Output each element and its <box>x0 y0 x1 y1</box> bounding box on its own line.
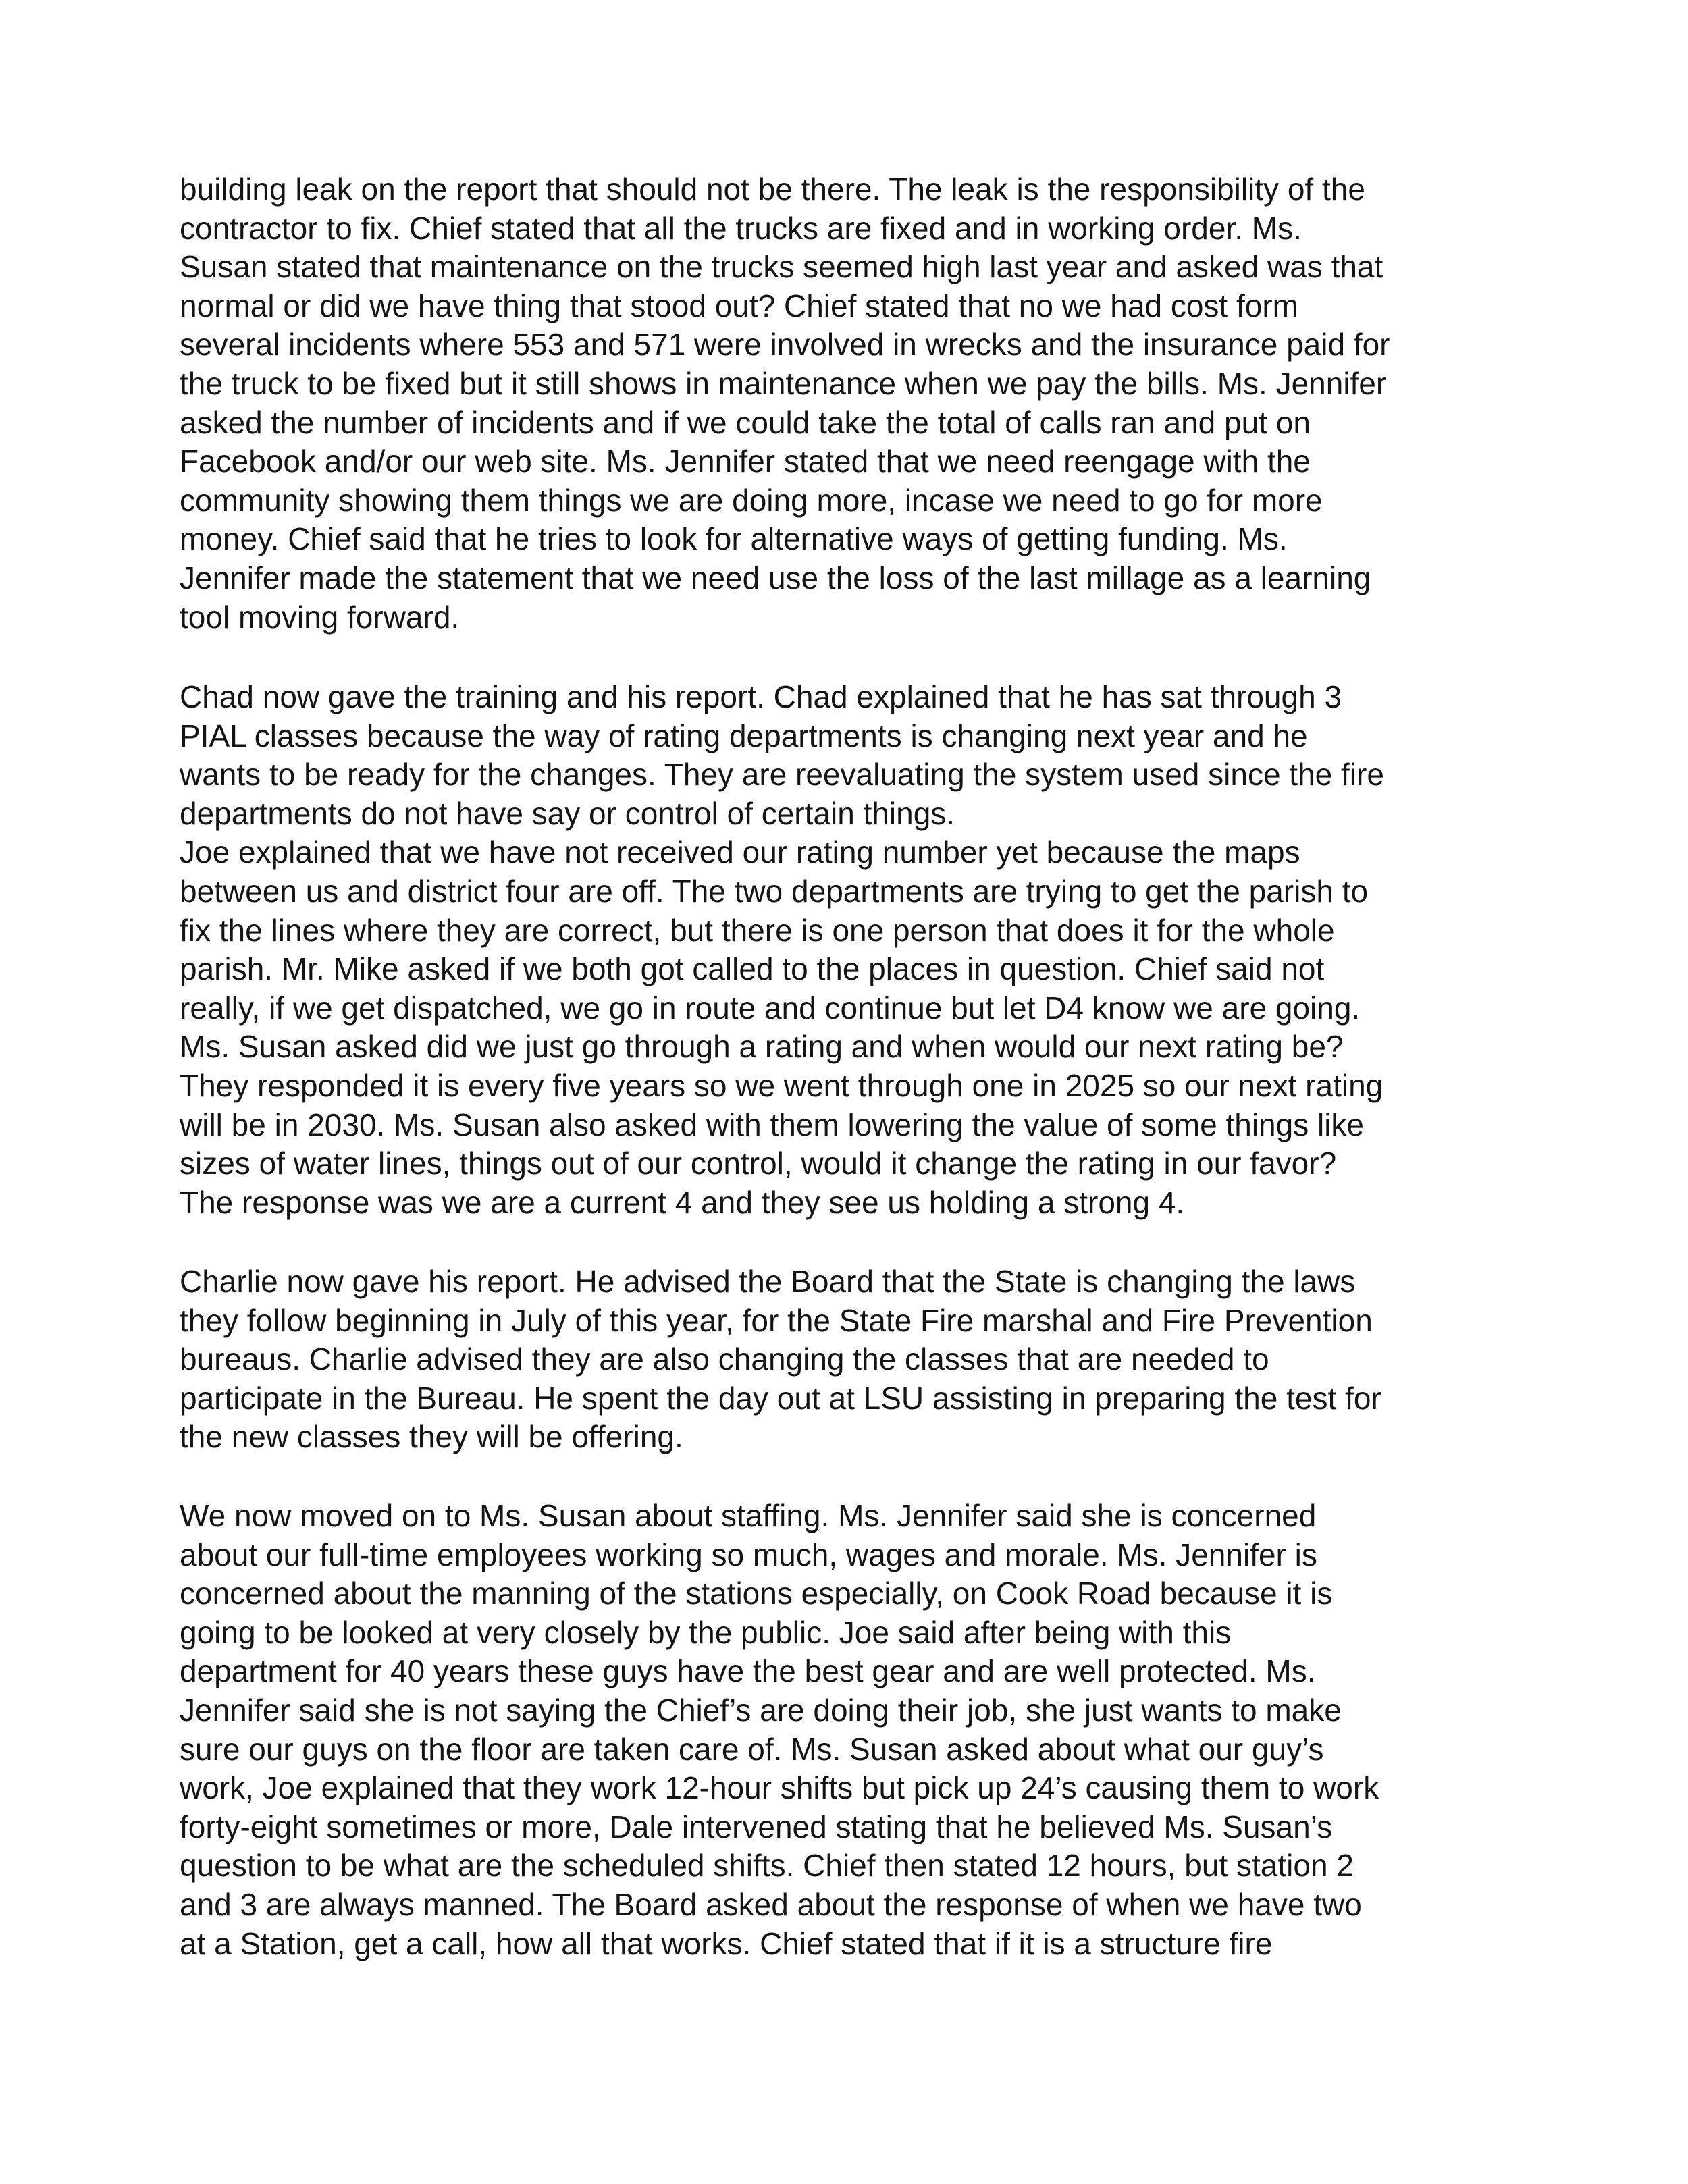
text-line: fix the lines where they are correct, but there is one person that does it for the whole <box>180 912 1335 948</box>
text-line: contractor to fix. Chief stated that all the trucks are fixed and in working order. Ms. <box>180 210 1302 246</box>
text-line: question to be what are the scheduled shifts. Chief then stated 12 hours, but station 2 <box>180 1848 1354 1884</box>
text-line: concerned about the manning of the stations especially, on Cook Road because it is <box>180 1576 1333 1612</box>
text-line: forty-eight sometimes or more, Dale intervened stating that he believed Ms. Susan’s <box>180 1809 1333 1844</box>
text-line: wants to be ready for the changes. They are reevaluating the system used since the fire <box>180 757 1384 793</box>
text-line: Jennifer said she is not saying the Chief’s are doing their job, she just wants to make <box>180 1692 1342 1728</box>
text-line: several incidents where 553 and 571 were involved in wrecks and the insurance paid for <box>180 327 1390 363</box>
text-line: work, Joe explained that they work 12-hour shifts but pick up 24’s causing them to work <box>180 1770 1379 1806</box>
paragraph-maintenance-report <box>180 170 1530 637</box>
text-line: departments do not have say or control of certain things. <box>180 795 955 831</box>
text-line: PIAL classes because the way of rating departments is changing next year and he <box>180 718 1308 753</box>
text-line: the new classes they will be offering. <box>180 1419 683 1455</box>
text-line: We now moved on to Ms. Susan about staffing. Ms. Jennifer said she is concerned <box>180 1498 1317 1533</box>
text-line: asked the number of incidents and if we could take the total of calls ran and put on <box>180 404 1311 440</box>
text-line: at a Station, get a call, how all that works. Chief stated that if it is a structure fire <box>180 1925 1273 1961</box>
text-line: Charlie now gave his report. He advised the Board that the State is changing the laws <box>180 1264 1356 1299</box>
text-line: about our full-time employees working so much, wages and morale. Ms. Jennifer is <box>180 1537 1317 1572</box>
text-line: Chad now gave the training and his report. Chad explained that he has sat through 3 <box>180 679 1342 714</box>
text-line: Ms. Susan asked did we just go through a rating and when would our next rating be? <box>180 1029 1344 1065</box>
text-line: sure our guys on the floor are taken care of. Ms. Susan asked about what our guy’s <box>180 1731 1324 1767</box>
text-line: really, if we get dispatched, we go in route and continue but let D4 know we are going. <box>180 990 1361 1026</box>
text-line: going to be looked at very closely by the public. Joe said after being with this <box>180 1614 1232 1650</box>
text-line: they follow beginning in July of this year, for the State Fire marshal and Fire Prevention <box>180 1302 1373 1338</box>
text-line: participate in the Bureau. He spent the day out at LSU assisting in preparing the test for <box>180 1380 1381 1416</box>
text-line: Joe explained that we have not received our rating number yet because the maps <box>180 834 1300 870</box>
text-line: tool moving forward. <box>180 599 460 635</box>
text-line: Susan stated that maintenance on the trucks seemed high last year and asked was that <box>180 249 1383 285</box>
text-line: community showing them things we are doing more, incase we need to go for more <box>180 482 1323 518</box>
text-line: building leak on the report that should not be there. The leak is the responsibility of the <box>180 171 1365 207</box>
text-line: department for 40 years these guys have the best gear and are well protected. Ms. <box>180 1653 1316 1689</box>
text-line: money. Chief said that he tries to look for alternative ways of getting funding. Ms. <box>180 521 1288 557</box>
text-line: sizes of water lines, things out of our control, would it change the rating in our favor? <box>180 1146 1337 1181</box>
text-line: Facebook and/or our web site. Ms. Jennifer stated that we need reengage with the <box>180 444 1311 479</box>
text-line: They responded it is every five years so we went through one in 2025 so our next rating <box>180 1067 1383 1103</box>
text-line: Jennifer made the statement that we need use the loss of the last millage as a learning <box>180 560 1371 595</box>
paragraph-fire-marshal-report <box>180 1262 1530 1457</box>
text-line: between us and district four are off. The two departments are trying to get the parish to <box>180 873 1369 909</box>
text-line: will be in 2030. Ms. Susan also asked with them lowering the value of some things like <box>180 1107 1365 1142</box>
text-line: the truck to be fixed but it still shows in maintenance when we pay the bills. Ms. Jennifer <box>180 365 1387 401</box>
text-line: normal or did we have thing that stood out? Chief stated that no we had cost form <box>180 288 1298 323</box>
paragraph-staffing-discussion <box>180 1497 1530 1963</box>
text-line: and 3 are always manned. The Board asked about the response of when we have two <box>180 1886 1362 1922</box>
text-line: bureaus. Charlie advised they are also changing the classes that are needed to <box>180 1341 1269 1377</box>
text-line: The response was we are a current 4 and they see us holding a strong 4. <box>180 1184 1185 1220</box>
text-line: parish. Mr. Mike asked if we both got called to the places in question. Chief said not <box>180 951 1325 987</box>
paragraph-training-rating-report <box>180 678 1530 1222</box>
